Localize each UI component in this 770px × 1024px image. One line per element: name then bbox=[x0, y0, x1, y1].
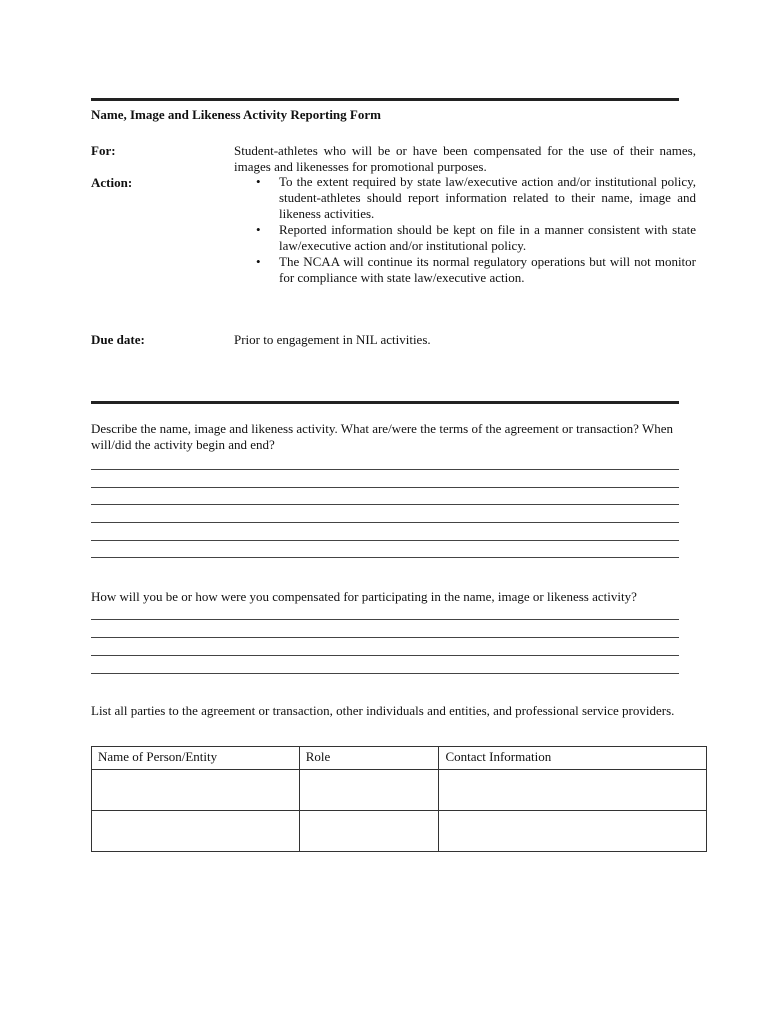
due-date-text: Prior to engagement in NIL activities. bbox=[234, 332, 431, 347]
table-row bbox=[92, 770, 707, 811]
for-text: Student-athletes who will be or have been compensated for the use of their names, images and likenesses for promotional purposes. bbox=[234, 143, 696, 174]
table-cell-contact[interactable] bbox=[439, 811, 707, 852]
action-list bbox=[234, 174, 696, 286]
top-rule bbox=[91, 98, 679, 101]
table-header-row bbox=[92, 747, 707, 770]
table-cell-contact[interactable] bbox=[439, 770, 707, 811]
action-item: • The NCAA will continue its normal regulatory operations but will not monitor for compliance with state law/executive action. bbox=[256, 254, 696, 285]
for-label: For: bbox=[91, 143, 116, 158]
answer-line[interactable] bbox=[91, 673, 679, 674]
table-cell-name[interactable] bbox=[92, 770, 300, 811]
bullet-icon: • bbox=[256, 222, 261, 237]
column-header-role: Role bbox=[299, 747, 439, 770]
bullet-icon: • bbox=[256, 174, 261, 189]
parties-table bbox=[91, 746, 707, 852]
question-activity: Describe the name, image and likeness activity. What are/were the terms of the agreement or transaction? When will/did the activity begin and end? bbox=[91, 421, 673, 452]
question-compensation: How will you be or how were you compensated for participating in the name, image or likeness activity? bbox=[91, 589, 637, 604]
section-rule bbox=[91, 401, 679, 404]
action-item: • To the extent required by state law/executive action and/or institutional policy, student-athletes should report information related to their name, image and likeness activities. bbox=[256, 174, 696, 221]
answer-line[interactable] bbox=[91, 540, 679, 541]
answer-line[interactable] bbox=[91, 619, 679, 620]
action-label: Action: bbox=[91, 175, 133, 190]
column-header-name: Name of Person/Entity bbox=[92, 747, 300, 770]
question-parties: List all parties to the agreement or transaction, other individuals and entities, and professional service providers. bbox=[91, 703, 675, 718]
answer-line[interactable] bbox=[91, 637, 679, 638]
answer-line[interactable] bbox=[91, 557, 679, 558]
table-cell-role[interactable] bbox=[299, 770, 439, 811]
table-cell-role[interactable] bbox=[299, 811, 439, 852]
answer-line[interactable] bbox=[91, 655, 679, 656]
action-item: • Reported information should be kept on file in a manner consistent with state law/executive action and/or institutional policy. bbox=[256, 222, 696, 253]
column-header-contact: Contact Information bbox=[439, 747, 707, 770]
answer-line[interactable] bbox=[91, 487, 679, 488]
answer-line[interactable] bbox=[91, 469, 679, 470]
bullet-icon: • bbox=[256, 254, 261, 269]
due-date-label: Due date: bbox=[91, 332, 145, 347]
form-title: Name, Image and Likeness Activity Reporting Form bbox=[91, 107, 381, 122]
table-cell-name[interactable] bbox=[92, 811, 300, 852]
answer-line[interactable] bbox=[91, 522, 679, 523]
answer-line[interactable] bbox=[91, 504, 679, 505]
table-row bbox=[92, 811, 707, 852]
